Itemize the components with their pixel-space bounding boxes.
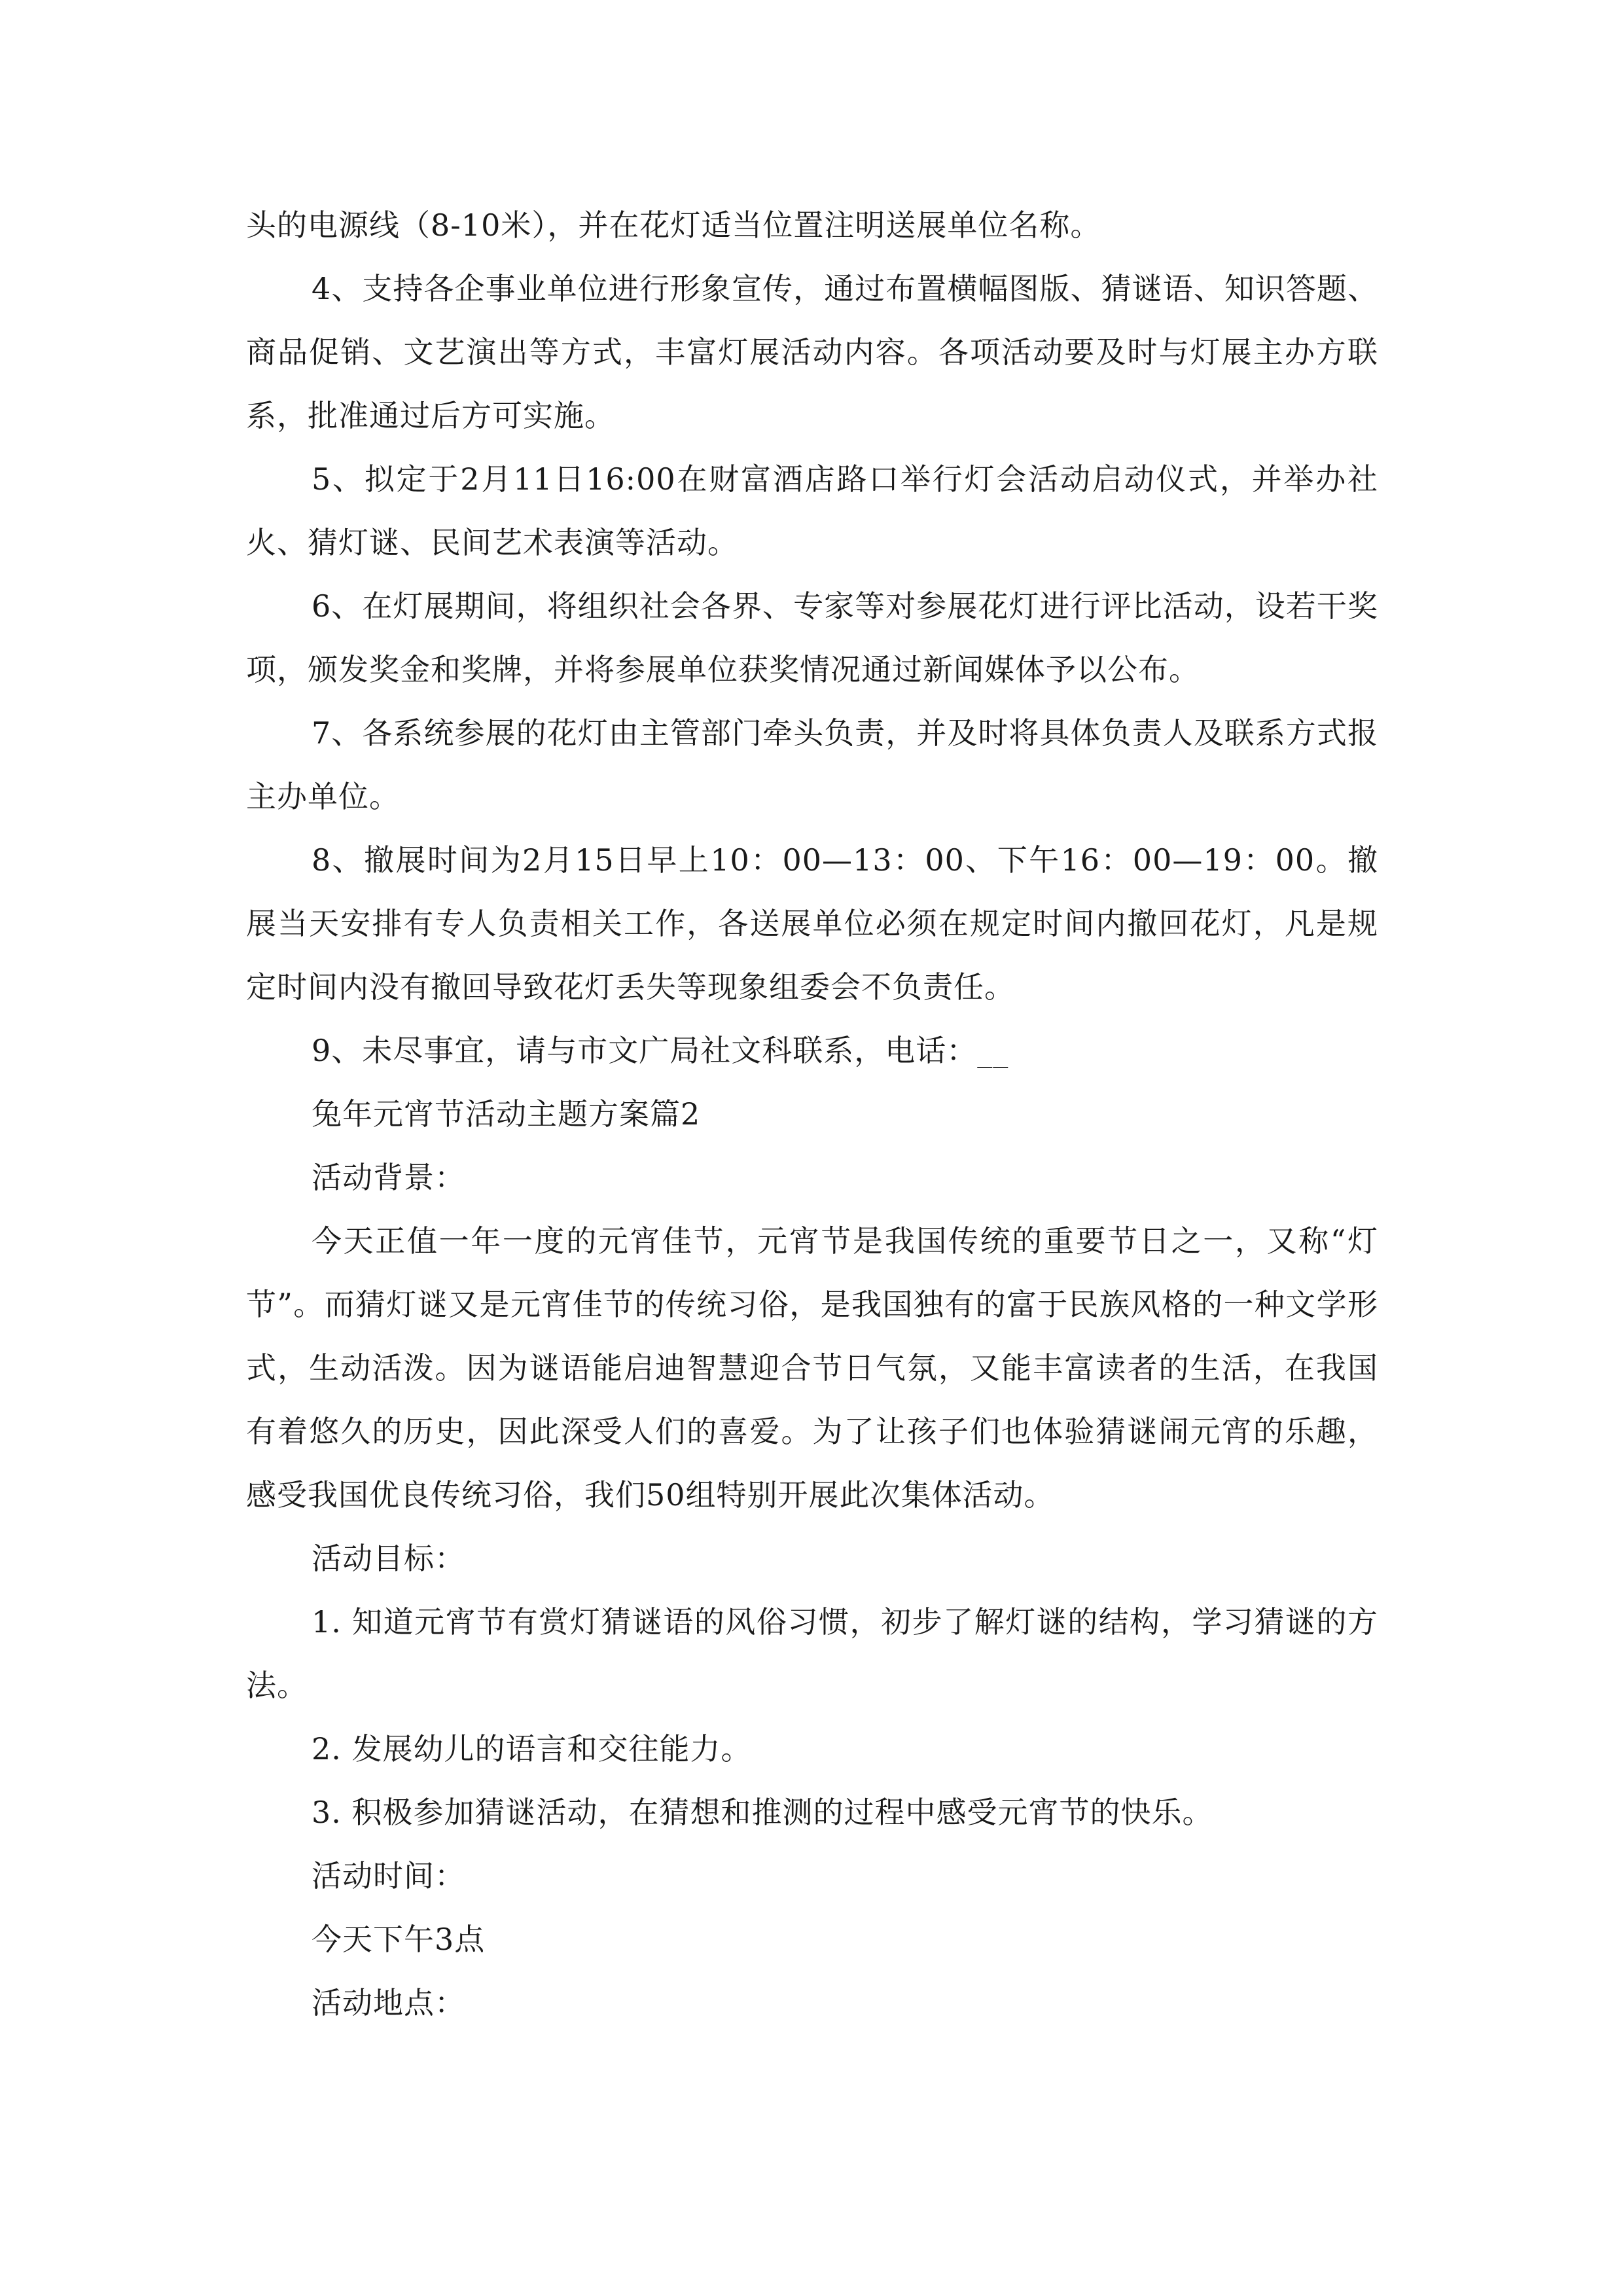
paragraph-power-cord: 头的电源线（8-10米），并在花灯适当位置注明送展单位名称。 xyxy=(246,207,1101,243)
paragraph-item-5: 5、拟定于2月11日16:00在财富酒店路口举行灯会活动启动仪式，并举办社火、猜灯谜、民间艺术表演等活动。 xyxy=(246,461,1378,560)
goal-item-3: 3. 积极参加猜谜活动，在猜想和推测的过程中感受元宵节的快乐。 xyxy=(312,1795,1213,1830)
goal-item-1: 1. 知道元宵节有赏灯猜谜语的风俗习惯，初步了解灯谜的结构，学习猜谜的方法。 xyxy=(246,1604,1378,1703)
heading-goals: 活动目标： xyxy=(312,1541,465,1576)
section-title-plan-2: 兔年元宵节活动主题方案篇2 xyxy=(312,1096,701,1132)
goal-item-2: 2. 发展幼儿的语言和交往能力。 xyxy=(312,1731,752,1767)
heading-background: 活动背景： xyxy=(312,1160,465,1195)
paragraph-item-4: 4、支持各企事业单位进行形象宣传，通过布置横幅图版、猜谜语、知识答题、商品促销、文艺演出等方式，丰富灯展活动内容。各项活动要及时与灯展主办方联系，批准通过后方可实施。 xyxy=(246,271,1378,433)
paragraph-item-7: 7、各系统参展的花灯由主管部门牵头负责，并及时将具体负责人及联系方式报主办单位。 xyxy=(246,715,1378,814)
paragraph-background: 今天正值一年一度的元宵佳节，元宵节是我国传统的重要节日之一，又称“灯节”。而猜灯谜又是元宵佳节的传统习俗，是我国独有的富于民族风格的一种文学形式，生动活泼。因为谜语能启迪智慧迎合节日气氛，又能丰富读者的生活，在我国有着悠久的历史，因此深受人们的喜爱。为了让孩子们也体验猜谜闹元宵的乐趣，感受我国优良传统习俗，我们50组特别开展此次集体活动。 xyxy=(246,1223,1378,1513)
document-body xyxy=(246,194,1378,2035)
heading-time: 活动时间： xyxy=(312,1858,465,1893)
paragraph-item-6: 6、在灯展期间，将组织社会各界、专家等对参展花灯进行评比活动，设若干奖项，颁发奖金和奖牌，并将参展单位获奖情况通过新闻媒体予以公布。 xyxy=(246,588,1378,687)
paragraph-time: 今天下午3点 xyxy=(312,1922,486,1957)
paragraph-item-9: 9、未尽事宜，请与市文广局社文科联系，电话：__ xyxy=(312,1033,1009,1068)
heading-location: 活动地点： xyxy=(312,1985,465,2020)
paragraph-item-8: 8、撤展时间为2月15日早上10：00—13：00、下午16：00—19：00。撤展当天安排有专人负责相关工作，各送展单位必须在规定时间内撤回花灯，凡是规定时间内没有撤回导致花灯丢失等现象组委会不负责任。 xyxy=(246,842,1378,1005)
